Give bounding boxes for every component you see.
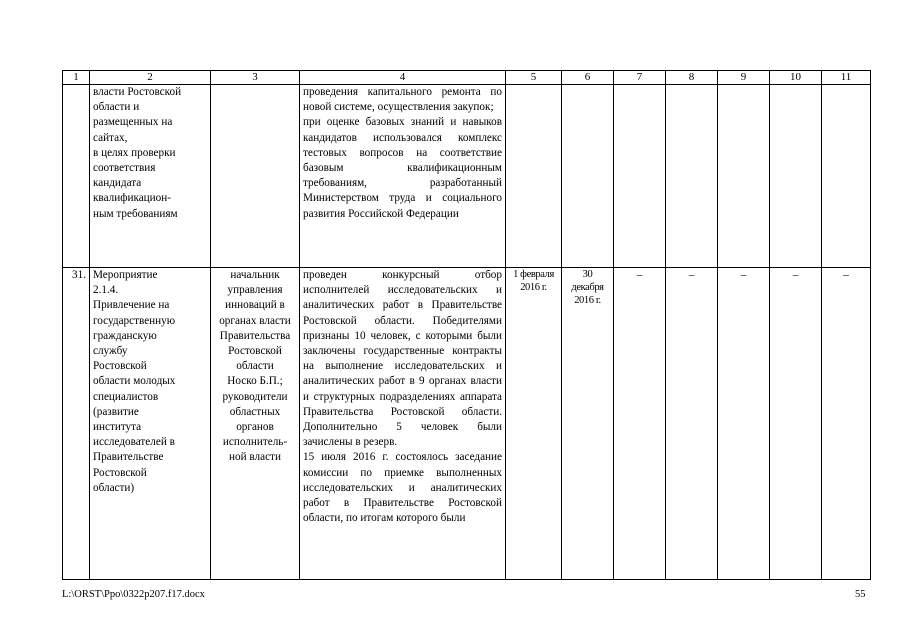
col-number: 1 xyxy=(63,71,90,85)
table-row xyxy=(63,268,871,580)
result-cell: проведен конкурсный отбор исполнителей исследовательских и аналитических работ в Правительстве Ростовской области. Победителями признаны 10 человек, с которыми были заключены государственные контракты на выполнение исследовательских и аналитических работ в 9 органах власти и структурных подразделениях аппарата Правительства Ростовской области. Дополнительно 5 человек были зачислены в резерв. 15 июля 2016 г. состоялось заседание комиссии по приемке выполненных исследовательских и аналитических работ в Правительстве Ростовской области, по итогам которого были xyxy=(300,268,506,580)
col-number: 6 xyxy=(562,71,614,85)
col-number: 9 xyxy=(718,71,770,85)
col-number: 7 xyxy=(614,71,666,85)
col-number: 8 xyxy=(666,71,718,85)
data-table xyxy=(62,70,871,580)
col-number: 5 xyxy=(506,71,562,85)
start-date-cell: 1 февраля 2016 г. xyxy=(506,268,562,580)
dash-cell: – xyxy=(770,268,822,580)
col-number: 2 xyxy=(90,71,211,85)
dash-cell: – xyxy=(822,268,871,580)
file-path: L:\ORST\Ppo\0322p207.f17.docx xyxy=(62,589,205,600)
col-number: 11 xyxy=(822,71,871,85)
row-number: 31. xyxy=(63,268,90,580)
result-cell: проведения капитального ремонта по новой системе, осуществления закупок; при оценке базовых знаний и навыков кандидатов использовался комплекс тестовых вопросов на соответствие базовым квалификационным требованиям, разработанный Министерством труда и социального развития Российской Федерации xyxy=(300,85,506,268)
end-date-cell: 30 декабря 2016 г. xyxy=(562,268,614,580)
measure-cell: власти Ростовской области и размещенных на сайтах, в целях проверки соответствия кандидата квалификацион- ным требованиям xyxy=(90,85,211,268)
col-number: 4 xyxy=(300,71,506,85)
dash-cell: – xyxy=(666,268,718,580)
responsible-cell: начальник управления инноваций в органах власти Правительства Ростовской области Носко Б.П.; руководители областных органов исполнитель- ной власти xyxy=(211,268,300,580)
column-numbers-row xyxy=(63,71,871,85)
col-number: 10 xyxy=(770,71,822,85)
dash-cell: – xyxy=(614,268,666,580)
table-row xyxy=(63,85,871,268)
measure-cell: Мероприятие 2.1.4. Привлечение на государственную гражданскую службу Ростовской области молодых специалистов (развитие института исследователей в Правительстве Ростовской области) xyxy=(90,268,211,580)
page-number: 55 xyxy=(855,589,866,600)
col-number: 3 xyxy=(211,71,300,85)
dash-cell: – xyxy=(718,268,770,580)
